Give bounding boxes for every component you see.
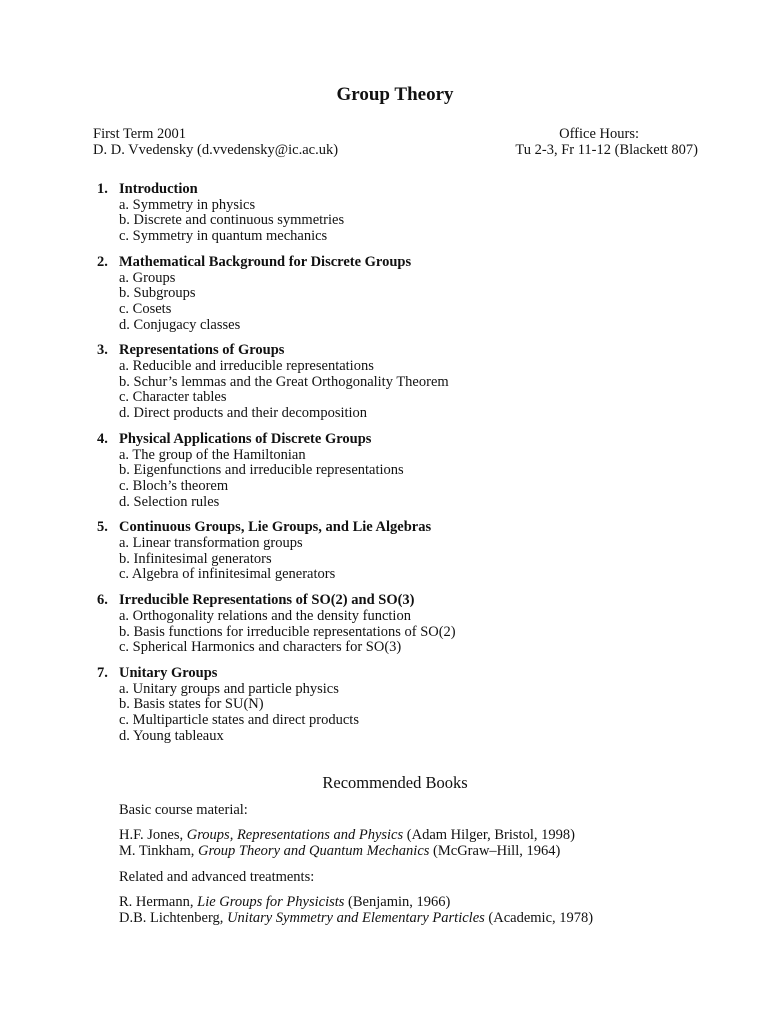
- section-heading: [97, 520, 717, 536]
- section-item: b. Schur’s lemmas and the Great Orthogonality Theorem: [119, 373, 449, 390]
- section-item: d. Conjugacy classes: [119, 316, 241, 333]
- book-title: Groups, Representations and Physics: [186, 827, 404, 843]
- outline-section: [97, 432, 717, 511]
- section-heading: [97, 182, 717, 198]
- section-item: a. Reducible and irreducible representations: [119, 358, 374, 375]
- book-group: [119, 802, 739, 859]
- book-details: (McGraw–Hill, 1964): [429, 843, 561, 859]
- book-entry: [119, 910, 739, 926]
- recommended-books: [119, 802, 739, 936]
- outline-section: [97, 666, 717, 745]
- book-details: (Benjamin, 1966): [344, 894, 451, 910]
- section-title: Mathematical Background for Discrete Groups: [119, 253, 412, 270]
- section-item: c. Algebra of infinitesimal generators: [119, 566, 336, 583]
- section-number: 7.: [97, 664, 108, 681]
- section-item: c. Character tables: [119, 389, 227, 406]
- section-item: d. Direct products and their decomposition: [119, 405, 368, 422]
- book-title: Group Theory and Quantum Mechanics: [197, 843, 430, 859]
- section-item: a. Linear transformation groups: [119, 535, 303, 552]
- outline-section: [97, 343, 717, 422]
- office-hours-times: Tu 2-3, Fr 11-12 (Blackett 807): [515, 142, 698, 158]
- section-item: d. Selection rules: [119, 493, 220, 510]
- section-number: 2.: [97, 253, 108, 270]
- section-number: 4.: [97, 430, 108, 447]
- book-author: H.F. Jones,: [119, 827, 187, 843]
- section-heading: [97, 432, 717, 448]
- section-title: Representations of Groups: [119, 342, 285, 359]
- section-number: 5.: [97, 519, 108, 536]
- section-heading: [97, 255, 717, 271]
- book-entry: [119, 894, 739, 910]
- section-number: 1.: [97, 181, 108, 197]
- book-details: (Adam Hilger, Bristol, 1998): [403, 827, 575, 843]
- book-title: Unitary Symmetry and Elementary Particles: [227, 910, 485, 926]
- page-title: Group Theory: [336, 84, 454, 105]
- book-author: D.B. Lichtenberg,: [119, 910, 228, 926]
- outline-section: [97, 255, 717, 334]
- section-item: c. Multiparticle states and direct products: [119, 712, 359, 729]
- book-group-label: Basic course material:: [119, 802, 248, 818]
- book-entry: [119, 843, 739, 859]
- section-item: b. Basis states for SU(N): [119, 696, 264, 713]
- section-item: b. Discrete and continuous symmetries: [119, 212, 345, 229]
- section-item: b. Subgroups: [119, 285, 196, 302]
- section-title: Physical Applications of Discrete Groups: [119, 430, 372, 447]
- instructor-contact: D. D. Vvedensky (d.vvedensky@ic.ac.uk): [93, 142, 339, 158]
- course-outline: [97, 182, 717, 755]
- section-item: b. Basis functions for irreducible representations of SO(2): [119, 623, 456, 640]
- book-group-label: Related and advanced treatments:: [119, 869, 315, 885]
- section-item: c. Bloch’s theorem: [119, 477, 229, 494]
- office-hours-label: Office Hours:: [559, 126, 639, 142]
- section-title: Unitary Groups: [119, 664, 218, 681]
- outline-section: [97, 182, 717, 245]
- section-title: Irreducible Representations of SO(2) and SO(3): [119, 592, 415, 609]
- book-details: (Academic, 1978): [484, 910, 594, 926]
- section-title: Continuous Groups, Lie Groups, and Lie Algebras: [119, 519, 432, 536]
- header-row-2: [93, 142, 698, 158]
- book-entry: [119, 827, 739, 843]
- book-title: Lie Groups for Physicists: [197, 894, 345, 910]
- book-author: M. Tinkham,: [119, 843, 198, 859]
- section-item: a. Groups: [119, 269, 176, 286]
- books-heading: Recommended Books: [322, 773, 468, 792]
- book-author: R. Hermann,: [119, 894, 198, 910]
- course-header: [93, 126, 698, 158]
- section-item: b. Infinitesimal generators: [119, 550, 272, 567]
- section-heading: [97, 666, 717, 682]
- section-number: 6.: [97, 592, 108, 609]
- section-item: d. Young tableaux: [119, 727, 224, 744]
- section-item: c. Symmetry in quantum mechanics: [119, 228, 328, 245]
- section-item: b. Eigenfunctions and irreducible representations: [119, 462, 404, 479]
- book-group: [119, 869, 739, 926]
- outline-section: [97, 520, 717, 583]
- section-item: a. Orthogonality relations and the density function: [119, 607, 411, 624]
- section-item: a. The group of the Hamiltonian: [119, 446, 306, 463]
- section-number: 3.: [97, 342, 108, 359]
- section-item: a. Unitary groups and particle physics: [119, 680, 339, 697]
- section-heading: [97, 593, 717, 609]
- course-term: First Term 2001: [93, 126, 186, 142]
- section-heading: [97, 343, 717, 359]
- section-item: c. Spherical Harmonics and characters for SO(3): [119, 639, 402, 656]
- section-item: c. Cosets: [119, 300, 172, 317]
- header-row-1: [93, 126, 698, 142]
- section-item: a. Symmetry in physics: [119, 196, 256, 213]
- section-title: Introduction: [119, 181, 198, 197]
- outline-section: [97, 593, 717, 656]
